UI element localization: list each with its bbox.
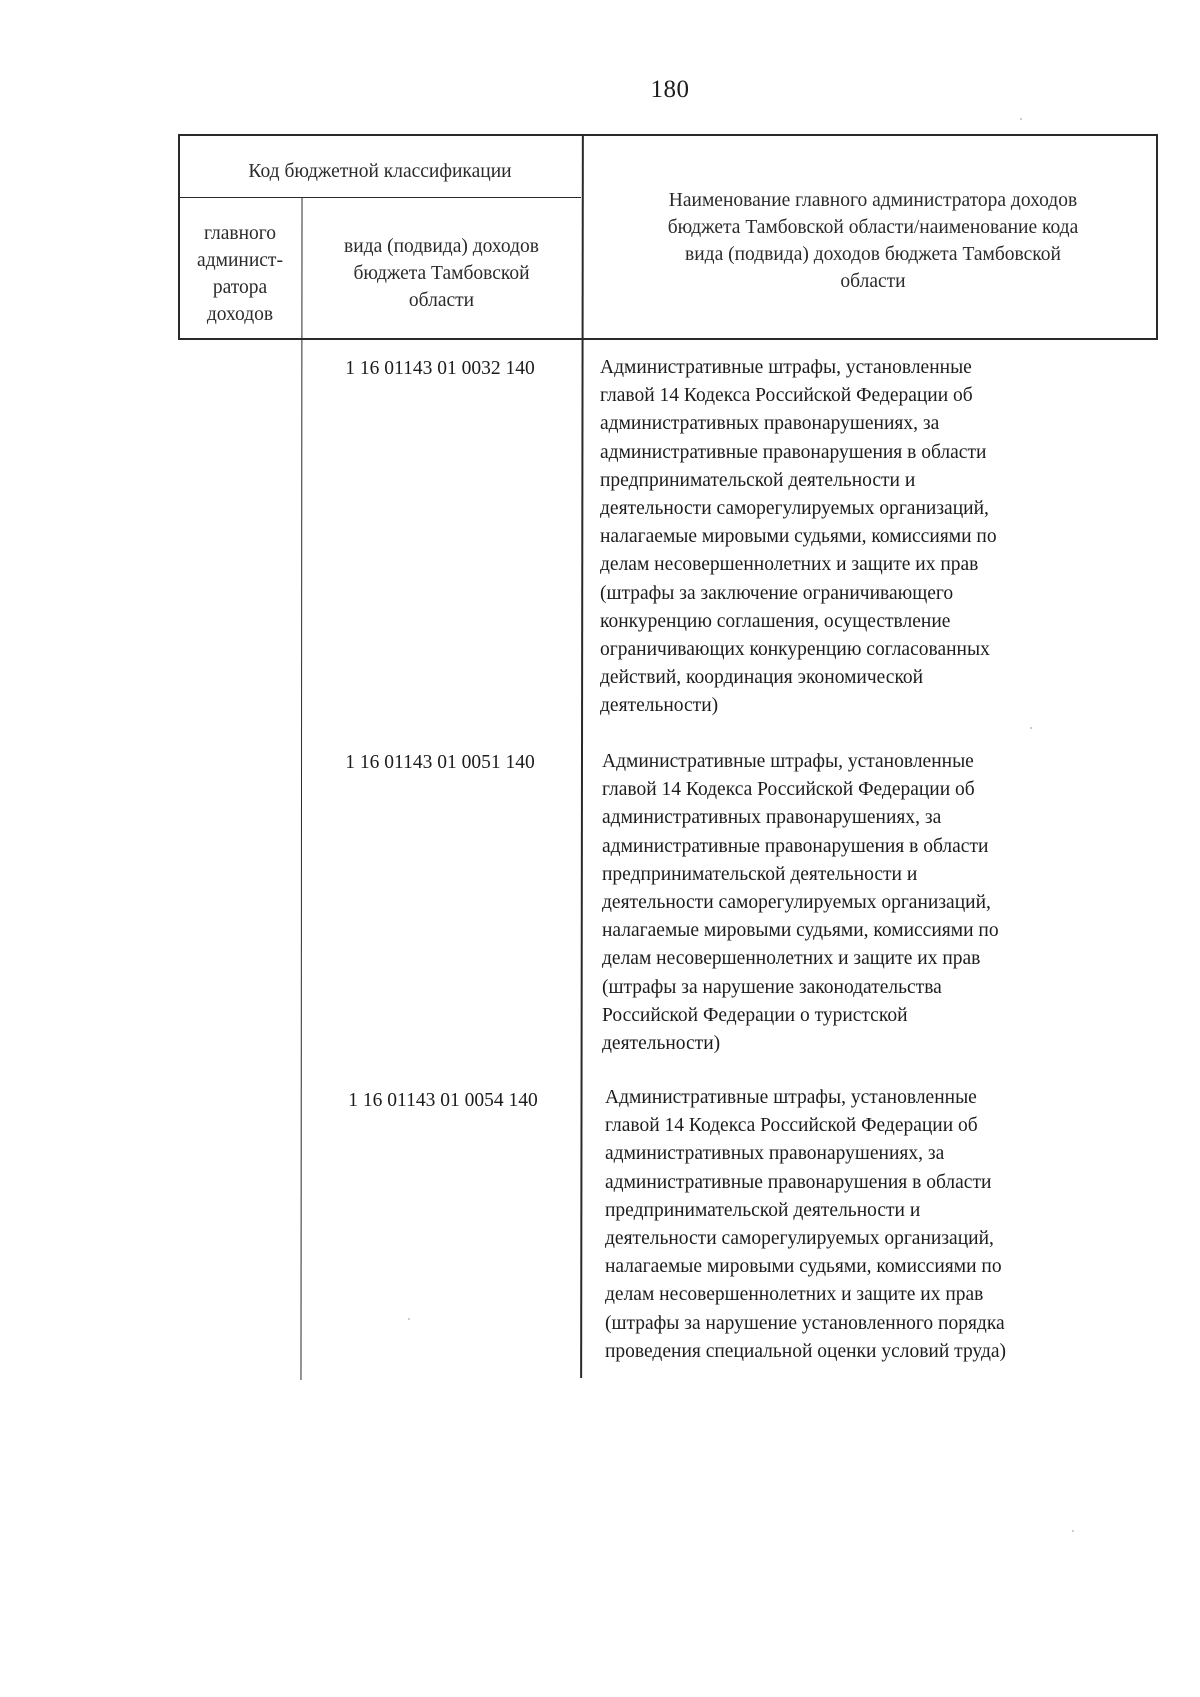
description-line: предпринимательской деятельности и [600, 469, 916, 491]
header-code-line: вида (подвида) доходов [344, 236, 539, 257]
description-line: ограничивающих конкуренцию согласованных [600, 639, 990, 661]
description-line: деятельности саморегулируемых организаций, [605, 1228, 994, 1250]
header-group-title-text: Код бюджетной классификации [248, 161, 512, 182]
header-code-column [303, 233, 580, 314]
description-line: административные правонарушения в области [602, 835, 989, 857]
header-admin-line: главного [203, 223, 277, 244]
description-line: Административные штрафы, установленные [602, 751, 974, 772]
description-line: главой 14 Кодекса Российской Федерации об [600, 385, 973, 407]
description-line: административных правонарушениях, за [602, 807, 942, 829]
description-line: административные правонарушения в области [600, 441, 987, 463]
scan-speck [408, 1318, 410, 1320]
description-line: налагаемые мировыми судьями, комиссиями по [605, 1256, 1002, 1278]
description-line: делам несовершеннолетних и защите их прав [600, 554, 979, 576]
description-line: налагаемые мировыми судьями, комиссиями по [600, 526, 997, 548]
description-line: деятельности саморегулируемых организаций, [600, 498, 989, 520]
revenue-code: 1 16 01143 01 0054 140 [348, 1090, 538, 1111]
description-line: Российской Федерации о туристской [602, 1004, 908, 1026]
description-line: делам несовершеннолетних и защите их прав [602, 948, 981, 970]
description-line: действий, координация экономической [600, 667, 924, 689]
description-line: административных правонарушениях, за [600, 413, 940, 435]
header-code-line: бюджета Тамбовской [353, 263, 530, 284]
revenue-description [600, 354, 1120, 721]
header-name-line: области [840, 271, 906, 292]
description-line: главой 14 Кодекса Российской Федерации об [605, 1115, 978, 1137]
header-top-border [178, 134, 1157, 136]
header-name-line: вида (подвида) доходов бюджета Тамбовской [685, 244, 1061, 265]
description-line: (штрафы за нарушение установленного порядка [605, 1312, 1005, 1334]
description-line: деятельности) [602, 1033, 721, 1055]
header-code-line: области [408, 290, 475, 311]
description-line: административных правонарушениях, за [605, 1143, 945, 1165]
page-number: 180 [650, 76, 690, 103]
description-line: деятельности) [600, 695, 719, 717]
header-name-column [590, 187, 1156, 295]
scan-speck [1030, 727, 1032, 729]
description-line: проведения специальной оценки условий труда) [605, 1340, 1007, 1362]
scan-speck [1020, 118, 1022, 120]
column-divider-code-name [580, 134, 583, 1378]
header-admin-line: доходов [206, 304, 274, 325]
revenue-description [602, 748, 1122, 1058]
group-title-divider [178, 197, 581, 198]
header-admin-line: ратора [212, 277, 268, 298]
scan-speck [1072, 1530, 1074, 1532]
header-name-line: бюджета Тамбовской области/наименование кода [667, 217, 1079, 238]
revenue-code: 1 16 01143 01 0051 140 [345, 752, 535, 773]
header-name-line: Наименование главного администратора доходов [668, 190, 1078, 211]
description-line: налагаемые мировыми судьями, комиссиями по [602, 920, 999, 942]
description-line: предпринимательской деятельности и [605, 1199, 921, 1221]
header-admin-column [180, 220, 300, 328]
revenue-code: 1 16 01143 01 0032 140 [345, 358, 535, 379]
description-line: конкуренцию соглашения, осуществление [600, 610, 951, 632]
table-right-border [1156, 134, 1158, 340]
description-line: главой 14 Кодекса Российской Федерации об [602, 779, 975, 801]
description-line: (штрафы за нарушение законодательства [602, 976, 942, 998]
header-group-title [180, 159, 580, 185]
description-line: делам несовершеннолетних и защите их прав [605, 1284, 984, 1306]
header-admin-line: админист- [197, 250, 283, 271]
revenue-description [605, 1084, 1125, 1366]
description-line: Административные штрафы, установленные [600, 357, 972, 378]
description-line: предпринимательской деятельности и [602, 863, 918, 885]
description-line: административные правонарушения в области [605, 1171, 992, 1193]
description-line: (штрафы за заключение ограничивающего [600, 582, 954, 604]
description-line: деятельности саморегулируемых организаций, [602, 892, 991, 914]
header-bottom-border [178, 338, 1157, 340]
description-line: Административные штрафы, установленные [605, 1087, 977, 1108]
